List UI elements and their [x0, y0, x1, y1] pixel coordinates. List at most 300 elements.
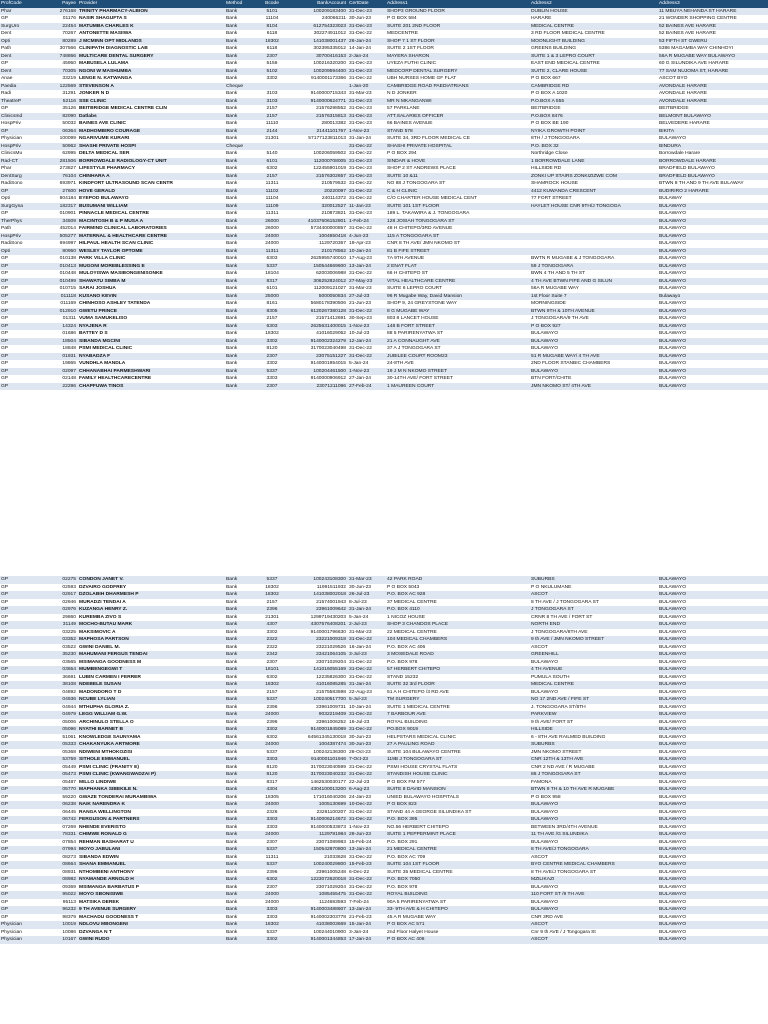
table-cell: 2307	[258, 383, 286, 391]
table-cell: 3303	[258, 816, 286, 824]
table-cell: 15-Feb-24	[348, 839, 386, 847]
table-cell: J. TONGOGARA ST/8TH	[530, 704, 658, 712]
table-cell: BULAWAYO	[658, 353, 768, 361]
table-cell: BETWEEN 3RD/4TH AVENUE	[530, 824, 658, 832]
table-cell: CNR 2 ND AVE / R MUGABE	[530, 764, 658, 772]
table-row	[0, 719, 768, 727]
table-cell: 37 MEDICAL CENTRE	[386, 599, 530, 607]
table-cell: BULAWAYO	[658, 884, 768, 892]
table-cell: 31-Dec-22	[348, 771, 386, 779]
table-cell: Bank	[224, 651, 258, 659]
column-header: Method	[224, 0, 258, 8]
table-cell: Bank	[224, 869, 258, 877]
table-cell: GP	[0, 330, 38, 338]
table-cell: Bank	[224, 891, 258, 899]
table-cell: GP	[0, 591, 38, 599]
table-cell: 07269	[38, 824, 78, 832]
table-cell: BULAWAYO	[658, 719, 768, 727]
table-cell: 1004650418	[286, 233, 348, 241]
table-cell: Bank	[224, 263, 258, 271]
table-cell: Bank	[224, 734, 258, 742]
table-cell: 240066211	[286, 15, 348, 23]
table-row	[0, 681, 768, 689]
table-cell: BULAWAYO	[658, 636, 768, 644]
table-cell: 22-Jul-23	[348, 779, 386, 787]
table-cell: Bank	[224, 53, 258, 61]
table-row	[0, 45, 768, 53]
table-cell: 86 J TONGOGARA ST	[530, 771, 658, 779]
table-row	[0, 60, 768, 68]
table-cell: GP	[0, 869, 38, 877]
table-cell	[258, 83, 286, 91]
table-cell: 04936	[38, 696, 78, 704]
table-cell: 01686	[38, 330, 78, 338]
table-cell: BORROWDALE HARARE	[658, 158, 768, 166]
table-cell: P O BOX AC 571	[386, 921, 530, 929]
table-cell: 33219	[38, 75, 78, 83]
table-cell: BULAWAYO	[658, 218, 768, 226]
table-row	[0, 794, 768, 802]
table-cell: RANGA WELLINGTON	[78, 809, 224, 817]
table-row	[0, 83, 768, 91]
table-cell: Bank	[224, 383, 258, 391]
table-cell: Bank	[224, 816, 258, 824]
table-cell: 6118	[258, 30, 286, 38]
table-cell: BULAWAYO	[530, 884, 658, 892]
table-cell: DUBLIN HOUSE	[530, 8, 658, 16]
table-cell: BEITBRIDGE MEDICAL CENTRE CLIN	[78, 105, 224, 113]
table-cell: 2307	[258, 884, 286, 892]
table-cell: GP	[0, 711, 38, 719]
table-cell: DZVAIRO GODFREY	[78, 584, 224, 592]
table-cell: Bank	[224, 749, 258, 757]
table-cell: Bank	[224, 15, 258, 23]
table-cell: Bank	[224, 90, 258, 98]
table-cell: 48 H CHITEPO/3RD AVENUE	[386, 225, 530, 233]
table-cell: 10-Jan-24	[348, 248, 386, 256]
table-cell: 240114372	[286, 195, 348, 203]
table-cell: 1004387474	[286, 741, 348, 749]
table-cell: Bank	[224, 801, 258, 809]
table-row	[0, 876, 768, 884]
table-cell: BULAWAYO	[658, 270, 768, 278]
table-cell: 31-Dec-23	[348, 165, 386, 173]
table-cell: BULAWAYO	[658, 240, 768, 248]
table-cell: 11104	[258, 15, 286, 23]
table-cell: GP	[0, 831, 38, 839]
table-cell: RadiSono	[0, 180, 38, 188]
table-cell: GP	[0, 644, 38, 652]
table-cell: 05770	[38, 786, 78, 794]
table-row	[0, 353, 768, 361]
table-cell: BULAWAYO	[658, 929, 768, 937]
table-cell: 52 BAINES AVE HARARE	[658, 30, 768, 38]
table-cell: SUITE 2, CLARE HOUSE	[530, 68, 658, 76]
table-cell: 8317	[258, 278, 286, 286]
table-cell: GP	[0, 824, 38, 832]
table-cell: GP	[0, 771, 38, 779]
table-cell: MILLO LINDIWE	[78, 779, 224, 787]
table-cell: 8305	[258, 308, 286, 316]
table-cell: GP	[0, 255, 38, 263]
table-row	[0, 315, 768, 323]
table-cell: 3 RD FLOOR MEDICAL CENTRE	[530, 30, 658, 38]
table-cell: 23261100207	[286, 809, 348, 817]
table-cell: 27-May-23	[348, 278, 386, 286]
table-cell: 02097	[38, 368, 78, 376]
table-cell: BULAWAYO	[658, 308, 768, 316]
table-cell: Rad-CT	[0, 158, 38, 166]
table-cell: 3-Jul-23	[348, 651, 386, 659]
table-cell: ASCOT	[530, 591, 658, 599]
table-cell: 3 MOSEDALE ROAD	[386, 651, 530, 659]
table-cell: 57 PARKLANE	[386, 105, 530, 113]
table-cell: 5337	[258, 368, 286, 376]
table-cell: 9 th AVE/ FORT ST	[530, 719, 658, 727]
table-cell: 31-Dec-23	[348, 8, 386, 16]
table-cell: 41016085285	[286, 681, 348, 689]
table-cell: 10-Dec-22	[348, 801, 386, 809]
table-cell: 3302	[258, 338, 286, 346]
table-cell: BULAWAYO	[530, 906, 658, 914]
table-cell: 22296	[38, 383, 78, 391]
table-cell: Bank	[224, 165, 258, 173]
table-cell: SurgGyna	[0, 203, 38, 211]
table-cell: 31-Mar-23	[348, 285, 386, 293]
table-cell: MORNINGSIDE	[530, 300, 658, 308]
table-cell: 2-Jan-24	[348, 53, 386, 61]
table-cell: GP	[0, 704, 38, 712]
table-cell: 57177123811013	[286, 135, 348, 143]
column-header: Address3	[658, 0, 768, 8]
table-cell: BTWN 9TH & 10TH AVENUE	[530, 308, 658, 316]
table-cell: 21033628	[286, 854, 348, 862]
table-row	[0, 255, 768, 263]
table-cell: 1st Floor Suite 7	[530, 293, 658, 301]
table-cell: BULAWAYO	[658, 383, 768, 391]
table-cell: KUZANGA HENRY Z.	[78, 606, 224, 614]
table-row	[0, 15, 768, 23]
table-cell: 3302	[258, 360, 286, 368]
table-cell: Bank	[224, 233, 258, 241]
table-row	[0, 816, 768, 824]
table-cell: 41016029052	[286, 330, 348, 338]
table-cell: P.O. BOX 4110	[386, 606, 530, 614]
table-cell: 31149	[38, 621, 78, 629]
table-cell: MATSIKA DEREK	[78, 899, 224, 907]
table-cell: 31-Dec-23	[348, 158, 386, 166]
table-cell: BULAWAYO	[658, 614, 768, 622]
table-cell: 30700416153	[286, 53, 348, 61]
table-cell: 11311	[258, 210, 286, 218]
table-cell: 30-Jun-23	[348, 734, 386, 742]
table-cell: 24000	[258, 891, 286, 899]
table-cell: GP	[0, 876, 38, 884]
table-cell: GP	[0, 674, 38, 682]
table-cell: FAMONA	[530, 779, 658, 787]
table-cell: 694997	[38, 240, 78, 248]
table-cell: MSIMANGA GOODNESS M	[78, 659, 224, 667]
table-cell: 803 8 LANCET HOUSE	[386, 315, 530, 323]
table-cell: 8 TH AVE/J TONGOGARA	[530, 846, 658, 854]
table-cell: Bank	[224, 375, 258, 383]
table-cell: BULAWAYO	[658, 756, 768, 764]
table-cell: 3303	[258, 906, 286, 914]
table-cell: 14324	[38, 323, 78, 331]
table-cell: 12235826300	[286, 674, 348, 682]
table-cell: 27-Jan-24	[348, 375, 386, 383]
table-cell: 81 B FIFE STREET	[386, 248, 530, 256]
table-cell: BTN FORT/CHITE	[530, 375, 658, 383]
table-cell: 03352	[38, 636, 78, 644]
table-cell: GP	[0, 816, 38, 824]
table-cell: 08982	[38, 876, 78, 884]
table-cell: Phar	[0, 165, 38, 173]
table-cell: MABUSELA LULAMA	[78, 60, 224, 68]
table-cell: 182317	[38, 203, 78, 211]
table-cell: GP	[0, 606, 38, 614]
table-cell: Bank	[224, 726, 258, 734]
table-cell: BORROWDALE RADIOLOGY-CT UNIT	[78, 158, 224, 166]
table-cell: 9140001954015	[286, 360, 348, 368]
table-row	[0, 756, 768, 764]
table-row	[0, 30, 768, 38]
table-cell: Bank	[224, 248, 258, 256]
table-cell: 31-Dec-22	[348, 854, 386, 862]
table-cell: P O BOX 584	[386, 15, 530, 23]
table-cell: Bank	[224, 779, 258, 787]
table-cell: Bank	[224, 846, 258, 854]
table-cell: Radi	[0, 90, 38, 98]
table-cell: BULAWAYO	[658, 210, 768, 218]
table-cell: 31-Dec-22	[348, 726, 386, 734]
table-cell: BULAWAYO	[530, 345, 658, 353]
table-cell: 189 L. TAKAWIRA & J. TONGOGARA	[386, 210, 530, 218]
table-cell: 3170023040599	[286, 764, 348, 772]
table-cell: GP	[0, 629, 38, 637]
table-cell: 748866	[38, 53, 78, 61]
table-cell: 1-Jan-20	[348, 83, 386, 91]
table-cell: 31-Dec-22	[348, 270, 386, 278]
table-cell: 210579532	[286, 180, 348, 188]
table-row	[0, 771, 768, 779]
table-cell: 8120	[258, 771, 286, 779]
table-cell: AVONDALE HARARE	[658, 83, 768, 91]
table-cell: 31-Dec-22	[348, 636, 386, 644]
table-cell: 24-8TH AVE	[386, 360, 530, 368]
table-cell: 5000050834	[286, 293, 348, 301]
table-cell: 1 NICOZ HOUSE	[386, 614, 530, 622]
table-cell: 17-Jan-24	[348, 936, 386, 944]
table-row	[0, 285, 768, 293]
table-cell: NO.56 HERBERT CHITEPO	[386, 824, 530, 832]
table-cell	[286, 83, 348, 91]
table-cell: Bank	[224, 113, 258, 121]
table-cell: 18305	[258, 794, 286, 802]
table-cell: 5386 MAGAMBA WAY CHINHOYI	[658, 45, 768, 53]
table-cell: 281506	[38, 158, 78, 166]
table-cell: GP	[0, 270, 38, 278]
table-cell: BULAWAYO	[658, 914, 768, 922]
table-cell: GP	[0, 659, 38, 667]
table-cell: BULAWAYO	[658, 135, 768, 143]
table-cell: NCUBE LYLIAN	[78, 696, 224, 704]
table-cell: 2396	[258, 719, 286, 727]
table-cell: BELVEDERE HARARE	[658, 120, 768, 128]
table-cell: CAMBRIDGE ROAD PAEDIATRIANS	[386, 83, 530, 91]
table-cell: GP	[0, 681, 38, 689]
table-cell: 4307	[258, 621, 286, 629]
table-cell: VUMA SAMUKELISO	[78, 315, 224, 323]
table-cell: DZVANGA N T	[78, 929, 224, 937]
table-cell: REHMAN BASHARAT U	[78, 839, 224, 847]
table-cell: Path	[0, 225, 38, 233]
table-cell: 23071029204	[286, 659, 348, 667]
table-cell: Bank	[224, 60, 258, 68]
table-cell: 10086	[38, 929, 78, 937]
table-cell: CHINHOSO ASHLEY TATENDA	[78, 300, 224, 308]
table-cell: 31-Jan-24	[348, 606, 386, 614]
table-cell: 53 FIFTH ST GWERU	[658, 38, 768, 46]
table-row	[0, 150, 768, 158]
table-cell: BULAWAYO	[658, 854, 768, 862]
table-cell: NASIR SHAGUFTA S	[78, 15, 224, 23]
table-cell: BULAWAYO	[658, 576, 768, 584]
table-cell: DZOLABIH DHARMESH P	[78, 591, 224, 599]
table-cell: Bank	[224, 659, 258, 667]
table-cell: 7-Feb-24	[348, 899, 386, 907]
table-cell: Physician	[0, 921, 38, 929]
table-row	[0, 120, 768, 128]
table-cell: 1-Nov-23	[348, 368, 386, 376]
table-cell: NGONI W MASHUMBA	[78, 68, 224, 76]
table-cell: 12-Jan-24	[348, 338, 386, 346]
table-cell: Borrowdale Harare	[658, 150, 768, 158]
table-cell: 06238	[38, 801, 78, 809]
table-cell: SUITE 104 BULAWAYO CENTRE	[386, 749, 530, 757]
table-cell: BULAWAYO	[658, 794, 768, 802]
table-cell: BULAWAYO	[658, 225, 768, 233]
table-cell: CNR 8 TH AVE/ JMN NKOMO ST	[386, 240, 530, 248]
table-cell: Bank	[224, 225, 258, 233]
table-cell: Dent	[0, 30, 38, 38]
table-cell: BTWN 8 TH AND 9 TH AVE BULAWAY	[658, 180, 768, 188]
table-cell: 9032219409	[286, 711, 348, 719]
table-cell: SUITE 1 MEDICAL CENTRE	[386, 704, 530, 712]
table-cell: 1 MAUREEN COURT	[386, 383, 530, 391]
table-cell: 31-Jan-24	[348, 135, 386, 143]
table-cell: 2157	[258, 173, 286, 181]
table-cell: 57 HERBERT CHITEPO	[386, 666, 530, 674]
table-cell: 66 BAINES AVENUE	[386, 120, 530, 128]
table-cell: PSMI MEDICAL CLINIC	[78, 345, 224, 353]
table-cell: Bank	[224, 218, 258, 226]
table-cell: BULAWAYO	[658, 824, 768, 832]
table-cell: 31-Jan-24	[348, 681, 386, 689]
table-row	[0, 824, 768, 832]
table-cell: Paedia	[0, 83, 38, 91]
table-cell: ASCOT	[530, 644, 658, 652]
table-row	[0, 278, 768, 286]
table-cell: BULAWAYO	[658, 801, 768, 809]
table-cell: BULAWAY	[658, 195, 768, 203]
table-cell: 21576315813	[286, 113, 348, 121]
table-cell: 70305	[38, 68, 78, 76]
table-cell: 15-Feb-23	[348, 861, 386, 869]
table-cell: 21576298552	[286, 105, 348, 113]
table-cell: Bank	[224, 921, 258, 929]
table-cell: 5337	[258, 696, 286, 704]
table-row	[0, 576, 768, 584]
table-cell: Bank	[224, 98, 258, 106]
table-row	[0, 375, 768, 383]
table-cell: SUITE 1 PEPPERMINT PLACE	[386, 831, 530, 839]
table-cell: 34509	[38, 218, 78, 226]
table-cell: NORTH END	[530, 621, 658, 629]
table-cell: 8TH / J TONGOGARA	[530, 135, 658, 143]
table-cell: J MCMINN OPT MIDLANDS	[78, 38, 224, 46]
table-cell: GP	[0, 719, 38, 727]
table-cell: Bank	[224, 30, 258, 38]
table-cell: 2307	[258, 839, 286, 847]
table-cell: Bank	[224, 644, 258, 652]
table-cell: FAIRMIND CLINICAL LABORATORIES	[78, 225, 224, 233]
table-cell: CHAKANYUKA ARTMORE	[78, 741, 224, 749]
table-cell: GP	[0, 584, 38, 592]
table-cell: BULAWAYO	[658, 831, 768, 839]
table-cell: 6 - 8TH AVE RAILMED BUILDING	[530, 734, 658, 742]
table-cell: BULAWAYO	[658, 779, 768, 787]
table-cell: 7A 9TH AVENUE	[386, 255, 530, 263]
table-cell: GP	[0, 794, 38, 802]
table-cell: 31-Dec-22	[348, 884, 386, 892]
table-cell: 31291	[38, 90, 78, 98]
table-cell: 2nd Floor Halyet House	[386, 929, 530, 937]
table-cell: 03225	[38, 629, 78, 637]
table-cell: MOYO JABULANI	[78, 846, 224, 854]
table-cell: BULAWAYO	[658, 674, 768, 682]
column-header: Address2	[530, 0, 658, 8]
table-cell: ASCOT	[530, 854, 658, 862]
table-row	[0, 921, 768, 929]
table-cell: NDLOVU MBONGENI	[78, 921, 224, 929]
table-cell: 23071029204	[286, 884, 348, 892]
table-cell: GP	[0, 884, 38, 892]
table-cell: ClinicsMu	[0, 150, 38, 158]
table-cell: MATUMBA CHARLES K	[78, 23, 224, 31]
table-cell: 122455901019	[286, 165, 348, 173]
table-cell: Datlabs	[78, 113, 224, 121]
table-cell: BULAWAYO	[658, 876, 768, 884]
table-cell: 02976	[38, 606, 78, 614]
table-cell: P O BOX 823	[386, 801, 530, 809]
table-cell: MADONDORO T D	[78, 689, 224, 697]
table-cell: MEDCENTRE	[386, 30, 530, 38]
table-cell: 30-Jun-23	[348, 741, 386, 749]
table-cell: Opti	[0, 195, 38, 203]
table-cell: 23071089983	[286, 839, 348, 847]
table-row	[0, 741, 768, 749]
table-cell: Bank	[224, 323, 258, 331]
table-cell: BULAWAYO	[658, 666, 768, 674]
table-cell: 2322	[258, 644, 286, 652]
table-row	[0, 293, 768, 301]
table-cell: 5-Jan-24	[348, 614, 386, 622]
table-cell: PSMI CLINIC (FRANITY E)	[78, 764, 224, 772]
table-cell: BULAWAYO	[658, 891, 768, 899]
table-cell: 17-Aug-23	[348, 255, 386, 263]
table-cell: Bank	[224, 621, 258, 629]
